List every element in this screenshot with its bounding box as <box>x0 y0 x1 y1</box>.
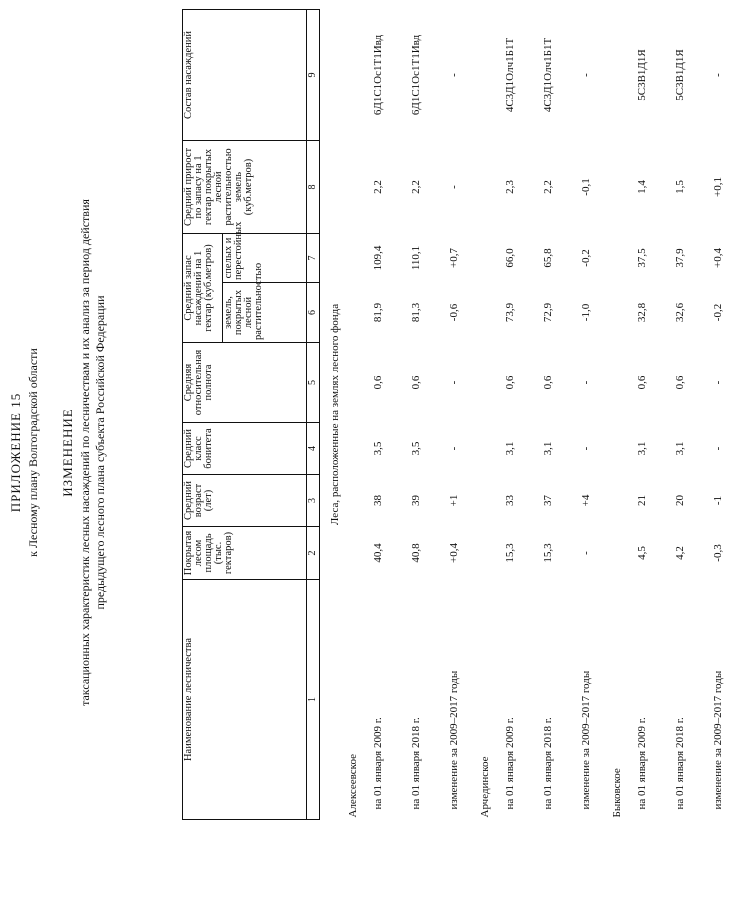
cell-stock-mature: 65,8 <box>542 248 554 268</box>
cell-area: +0,4 <box>448 543 460 563</box>
cell-age: -1 <box>712 495 724 506</box>
cell-area: 40,4 <box>372 543 384 563</box>
column-number-row <box>307 9 320 819</box>
forest-characteristics-table-container <box>182 10 737 820</box>
cell-stock-forest: 81,3 <box>410 302 422 323</box>
cell-composition: - <box>448 73 460 77</box>
forest-characteristics-table <box>182 9 737 820</box>
table-row <box>623 9 661 819</box>
table-row <box>661 9 699 819</box>
section-row <box>320 9 342 819</box>
cell-stock-forest: -0,2 <box>712 303 724 322</box>
appendix-heading: ПРИЛОЖЕНИЕ 15 <box>8 392 23 513</box>
cell-stock-mature: +0,7 <box>448 248 460 268</box>
cell-area: 40,8 <box>410 543 422 563</box>
appendix-subtitle: к Лесному плану Волгоградской области <box>26 348 40 557</box>
cell-age: 20 <box>674 495 686 506</box>
cell-stock-mature: 109,4 <box>372 245 384 271</box>
column-number: 7 <box>307 233 320 282</box>
title-description-line-2: предыдущего лесного плана субъекта Российской Федерации <box>93 295 107 610</box>
column-number: 8 <box>307 140 320 233</box>
cell-density: 0,6 <box>542 375 554 390</box>
table-row <box>567 9 605 819</box>
cell-stock-forest: 73,9 <box>504 302 516 323</box>
column-number: 3 <box>307 475 320 527</box>
cell-density: 0,6 <box>372 375 384 390</box>
cell-age: 37 <box>542 495 554 506</box>
header-name: Наименование лесничества <box>183 580 307 820</box>
cell-age: +1 <box>448 494 460 507</box>
row-label: на 01 января 2018 г. <box>674 717 686 810</box>
cell-age: 39 <box>410 495 422 506</box>
cell-growth: +0,1 <box>712 177 724 197</box>
cell-growth: 1,5 <box>674 180 686 194</box>
section-title: Леса, расположенные на землях лесного фонда <box>329 303 341 526</box>
cell-bonitet: 3,1 <box>636 441 648 456</box>
cell-age: +4 <box>580 494 592 507</box>
forestry-name: Быковское <box>611 768 623 818</box>
cell-stock-mature: 110,1 <box>410 245 422 271</box>
cell-density: - <box>580 380 592 385</box>
header-stock-mature: спелых и перестойных <box>223 233 307 282</box>
cell-bonitet: - <box>712 446 724 451</box>
cell-area: - <box>580 551 592 555</box>
cell-stock-mature: -0,2 <box>580 249 592 267</box>
column-number: 5 <box>307 343 320 423</box>
row-label: на 01 января 2009 г. <box>372 717 384 810</box>
header-growth: Средний прирост по запасу на 1 гектар покрытых лесной растительностью земель (куб.метров) <box>183 140 307 233</box>
header-bonitet: Средний класс бонитета <box>183 423 307 475</box>
title-description-line-1: таксационных характеристик лесных насаждений по лесничествам и их анализ за период действия <box>78 199 92 706</box>
cell-stock-forest: 81,9 <box>372 302 384 323</box>
column-number: 6 <box>307 283 320 343</box>
row-label: на 01 января 2018 г. <box>410 717 422 810</box>
cell-area: 15,3 <box>504 543 516 563</box>
column-number: 4 <box>307 423 320 475</box>
cell-bonitet: 3,5 <box>410 441 422 456</box>
row-label: изменение за 2009–2017 годы <box>712 670 724 810</box>
column-number: 2 <box>307 527 320 580</box>
header-area: Покрытая лесом площадь (тыс. гектаров) <box>183 527 307 580</box>
cell-composition: 4С3Д1Олч1Б1Т <box>504 37 516 113</box>
cell-stock-forest: 32,8 <box>636 302 648 323</box>
row-label: на 01 января 2009 г. <box>636 717 648 810</box>
cell-bonitet: 3,1 <box>542 441 554 456</box>
cell-density: 0,6 <box>636 375 648 390</box>
cell-bonitet: 3,1 <box>504 441 516 456</box>
cell-stock-forest: 32,6 <box>674 302 686 323</box>
header-age: Средний возраст (лет) <box>183 475 307 527</box>
table-row <box>699 9 737 819</box>
forestry-name: Арчединское <box>479 756 491 818</box>
cell-density: 0,6 <box>674 375 686 390</box>
cell-composition: - <box>580 73 592 77</box>
cell-bonitet: 3,5 <box>372 441 384 456</box>
cell-stock-mature: 37,9 <box>674 248 686 268</box>
header-stock-forest: земель, покрытых лесной растительностью <box>223 283 307 343</box>
row-label: изменение за 2009–2017 годы <box>448 670 460 810</box>
cell-bonitet: - <box>448 446 460 451</box>
row-label: на 01 января 2018 г. <box>542 717 554 810</box>
header-density: Средняя относительная полнота <box>183 343 307 423</box>
cell-age: 33 <box>504 495 516 506</box>
table-row <box>359 9 397 819</box>
cell-composition: 5С3В1Д1Я <box>674 49 686 101</box>
cell-bonitet: - <box>580 446 592 451</box>
cell-composition: 4С3Д1Олч1Б1Т <box>542 37 554 113</box>
cell-growth: 2,2 <box>542 180 554 194</box>
cell-area: 4,2 <box>674 546 686 560</box>
cell-growth: - <box>448 185 460 189</box>
column-number: 9 <box>307 9 320 140</box>
cell-growth: 2,2 <box>372 180 384 194</box>
cell-stock-mature: +0,4 <box>712 248 724 268</box>
row-label: изменение за 2009–2017 годы <box>580 670 592 810</box>
cell-stock-forest: 72,9 <box>542 302 554 323</box>
table-row <box>435 9 473 819</box>
table-row <box>397 9 435 819</box>
forestry-row <box>605 9 623 819</box>
cell-stock-mature: 37,5 <box>636 248 648 268</box>
table-row <box>529 9 567 819</box>
cell-area: -0,3 <box>712 544 724 562</box>
cell-age: 21 <box>636 495 648 506</box>
cell-growth: 1,4 <box>636 180 648 194</box>
row-label: на 01 января 2009 г. <box>504 717 516 810</box>
cell-area: 15,3 <box>542 543 554 563</box>
cell-stock-mature: 66,0 <box>504 248 516 268</box>
cell-growth: 2,2 <box>410 180 422 194</box>
cell-composition: 5С3В1Д1Я <box>636 49 648 101</box>
cell-composition: 6Д1С1Ос1Т1Ивд <box>372 34 384 116</box>
cell-density: - <box>712 380 724 385</box>
column-number: 1 <box>307 580 320 820</box>
cell-density: 0,6 <box>504 375 516 390</box>
header-stock: Средний запас насаждений на 1 гектар (куб.метров) <box>183 233 223 342</box>
forestry-row <box>341 9 359 819</box>
cell-age: 38 <box>372 495 384 506</box>
table-row <box>491 9 529 819</box>
cell-growth: -0,1 <box>580 178 592 196</box>
header-composition: Состав насаждений <box>183 9 307 140</box>
cell-stock-forest: -1,0 <box>580 303 592 322</box>
cell-density: 0,6 <box>410 375 422 390</box>
forestry-row <box>473 9 491 819</box>
cell-area: 4,5 <box>636 546 648 560</box>
cell-bonitet: 3,1 <box>674 441 686 456</box>
cell-stock-forest: -0,6 <box>448 303 460 322</box>
forestry-name: Алексеевское <box>347 754 359 818</box>
cell-density: - <box>448 380 460 385</box>
cell-composition: - <box>712 73 724 77</box>
cell-growth: 2,3 <box>504 180 516 194</box>
cell-composition: 6Д1С1Ос1Т1Ивд <box>410 34 422 116</box>
document-title: ИЗМЕНЕНИЕ <box>60 408 75 497</box>
